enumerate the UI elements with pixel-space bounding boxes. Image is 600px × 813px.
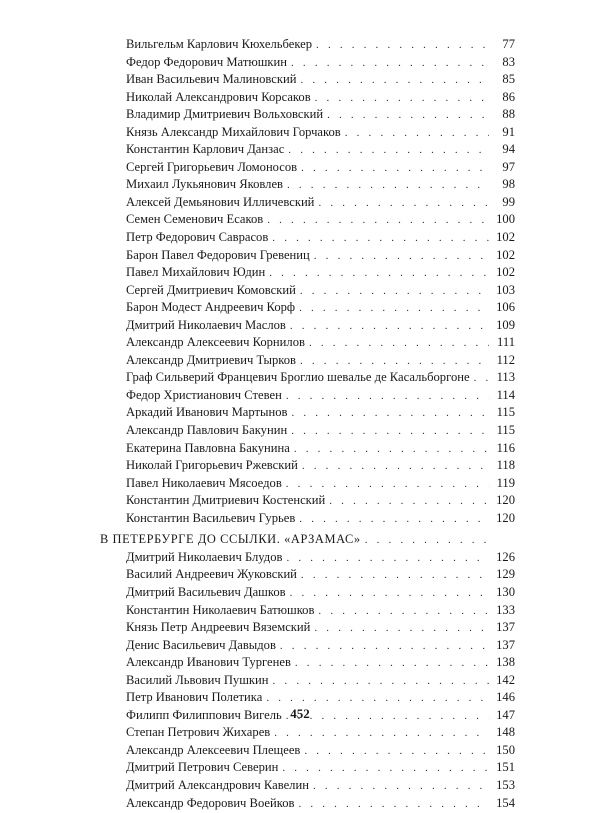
toc-entry-name: Александр Федорович Воейков bbox=[126, 795, 295, 810]
toc-entry bbox=[100, 404, 515, 422]
toc-entry bbox=[100, 352, 515, 370]
section-title: В ПЕТЕРБУРГЕ ДО ССЫЛКИ. «АРЗАМАС» bbox=[100, 532, 361, 547]
leader-dots bbox=[274, 725, 489, 743]
leader-dots bbox=[299, 511, 489, 529]
toc-entry-page: 100 bbox=[496, 212, 515, 227]
toc-group-2 bbox=[100, 549, 515, 812]
toc-entry bbox=[100, 654, 515, 672]
toc-entry-page: 97 bbox=[502, 159, 515, 174]
leader-dots bbox=[314, 620, 489, 638]
leader-dots bbox=[286, 550, 489, 568]
toc-entry-name: Вильгельм Карлович Кюхельбекер bbox=[126, 37, 313, 51]
toc-entry-page: 102 bbox=[496, 230, 515, 245]
toc-entry-page: 102 bbox=[496, 247, 515, 262]
toc-group-1 bbox=[100, 36, 515, 527]
toc-entry-name: Александр Алексеевич Плещеев bbox=[126, 742, 301, 757]
toc-entry-name: Сергей Дмитриевич Комовский bbox=[126, 282, 296, 297]
leader-dots bbox=[291, 423, 489, 441]
leader-dots bbox=[290, 585, 489, 603]
toc-entry-page: 138 bbox=[496, 655, 515, 670]
toc-entry-page: 85 bbox=[502, 72, 515, 87]
toc-entry-name: Василий Андреевич Жуковский bbox=[126, 567, 297, 582]
leader-dots bbox=[291, 55, 489, 73]
toc-entry-name: Алексей Демьянович Илличевский bbox=[126, 194, 315, 209]
toc-entry-name: Барон Павел Федорович Гревениц bbox=[126, 247, 310, 262]
toc-entry-page: 146 bbox=[496, 690, 515, 705]
toc-entry bbox=[100, 229, 515, 247]
leader-dots bbox=[365, 532, 489, 550]
leader-dots bbox=[290, 318, 489, 336]
toc-entry bbox=[100, 54, 515, 72]
toc-entry-name: Иван Васильевич Малиновский bbox=[126, 72, 297, 87]
toc-entry-name: Николай Григорьевич Ржевский bbox=[126, 458, 298, 473]
leader-dots bbox=[286, 388, 489, 406]
leader-dots bbox=[295, 655, 489, 673]
leader-dots bbox=[272, 230, 489, 248]
toc-entry-name: Александр Дмитриевич Тырков bbox=[126, 352, 296, 367]
toc-entry-page: 119 bbox=[496, 475, 515, 490]
leader-dots bbox=[345, 125, 489, 143]
toc-entry-page: 126 bbox=[496, 549, 515, 564]
leader-dots bbox=[267, 212, 489, 230]
toc-entry-page: 77 bbox=[502, 37, 515, 51]
leader-dots bbox=[286, 476, 489, 494]
toc-entry bbox=[100, 795, 515, 813]
toc-section-heading bbox=[100, 531, 515, 549]
toc-entry-name: Степан Петрович Жихарев bbox=[126, 725, 271, 740]
toc-entry-page: 120 bbox=[496, 510, 515, 525]
toc-entry-page: 98 bbox=[502, 177, 515, 192]
toc-entry-page: 103 bbox=[496, 282, 515, 297]
toc-entry-name: Семен Семенович Есаков bbox=[126, 212, 264, 227]
toc-entry bbox=[100, 689, 515, 707]
toc-entry bbox=[100, 759, 515, 777]
toc-entry bbox=[100, 282, 515, 300]
leader-dots bbox=[474, 370, 489, 388]
toc-entry-page: 142 bbox=[496, 672, 515, 687]
toc-entry bbox=[100, 777, 515, 795]
toc-entry bbox=[100, 440, 515, 458]
leader-dots bbox=[291, 405, 489, 423]
toc-entry-page: 91 bbox=[502, 124, 515, 139]
toc-entry bbox=[100, 141, 515, 159]
toc-entry-page: 120 bbox=[496, 493, 515, 508]
toc-entry-page: 154 bbox=[496, 795, 515, 810]
table-of-contents bbox=[100, 36, 515, 812]
toc-entry bbox=[100, 672, 515, 690]
toc-entry-name: Федор Федорович Матюшкин bbox=[126, 54, 288, 69]
toc-entry-name: Граф Сильверий Францевич Броглио шевалье де Касальборгоне bbox=[126, 370, 470, 385]
toc-entry-page: 111 bbox=[497, 335, 515, 350]
toc-entry-page: 99 bbox=[502, 194, 515, 209]
toc-entry-name: Дмитрий Александрович Кавелин bbox=[126, 777, 309, 792]
leader-dots bbox=[300, 72, 489, 90]
leader-dots bbox=[298, 796, 489, 813]
toc-entry-page: 118 bbox=[496, 458, 515, 473]
toc-entry-name: Владимир Дмитриевич Вольховский bbox=[126, 107, 324, 122]
toc-entry-page: 86 bbox=[502, 89, 515, 104]
leader-dots bbox=[309, 335, 489, 353]
toc-entry-page: 102 bbox=[496, 265, 515, 280]
toc-entry bbox=[100, 742, 515, 760]
leader-dots bbox=[302, 458, 489, 476]
leader-dots bbox=[269, 265, 489, 283]
toc-entry-name: Сергей Григорьевич Ломоносов bbox=[126, 159, 298, 174]
toc-entry-name: Николай Александрович Корсаков bbox=[126, 89, 311, 104]
toc-entry-page: 129 bbox=[496, 567, 515, 582]
toc-entry-name: Петр Федорович Саврасов bbox=[126, 230, 269, 245]
toc-entry bbox=[100, 264, 515, 282]
toc-entry-page: 112 bbox=[496, 352, 515, 367]
leader-dots bbox=[294, 441, 489, 459]
leader-dots bbox=[288, 142, 489, 160]
leader-dots bbox=[287, 177, 489, 195]
toc-entry bbox=[100, 457, 515, 475]
toc-entry bbox=[100, 176, 515, 194]
leader-dots bbox=[300, 353, 489, 371]
toc-entry bbox=[100, 422, 515, 440]
toc-entry bbox=[100, 159, 515, 177]
toc-entry-name: Денис Васильевич Давыдов bbox=[126, 637, 276, 652]
toc-entry-page: 113 bbox=[496, 370, 515, 385]
toc-entry-name: Дмитрий Николаевич Маслов bbox=[126, 317, 286, 332]
toc-entry bbox=[100, 602, 515, 620]
toc-entry-page: 116 bbox=[496, 440, 515, 455]
page-number: 452 bbox=[290, 706, 310, 721]
toc-entry-name: Константин Николаевич Батюшков bbox=[126, 602, 315, 617]
leader-dots bbox=[315, 90, 489, 108]
toc-entry-name: Князь Александр Михайлович Горчаков bbox=[126, 124, 341, 139]
toc-entry bbox=[100, 492, 515, 510]
toc-entry bbox=[100, 549, 515, 567]
toc-entry bbox=[100, 71, 515, 89]
leader-dots bbox=[318, 603, 489, 621]
toc-entry-page: 106 bbox=[496, 300, 515, 315]
toc-entry-page: 130 bbox=[496, 584, 515, 599]
toc-entry-page: 150 bbox=[496, 742, 515, 757]
toc-entry-page: 151 bbox=[496, 760, 515, 775]
toc-entry-page: 153 bbox=[496, 777, 515, 792]
toc-entry-page: 88 bbox=[502, 107, 515, 122]
toc-entry-page: 137 bbox=[496, 620, 515, 635]
toc-entry-page: 115 bbox=[496, 405, 515, 420]
toc-entry-name: Князь Петр Андреевич Вяземский bbox=[126, 620, 311, 635]
toc-entry-page: 114 bbox=[496, 387, 515, 402]
leader-dots bbox=[304, 743, 489, 761]
toc-entry bbox=[100, 299, 515, 317]
toc-entry-name: Константин Васильевич Гурьев bbox=[126, 510, 296, 525]
toc-entry-name: Барон Модест Андреевич Корф bbox=[126, 300, 296, 315]
leader-dots bbox=[301, 567, 489, 585]
toc-entry bbox=[100, 124, 515, 142]
toc-entry bbox=[100, 584, 515, 602]
toc-entry bbox=[100, 510, 515, 528]
leader-dots bbox=[318, 195, 489, 213]
toc-entry-name: Александр Павлович Бакунин bbox=[126, 423, 288, 438]
toc-entry-name: Павел Михайлович Юдин bbox=[126, 265, 266, 280]
toc-entry bbox=[100, 475, 515, 493]
leader-dots bbox=[299, 300, 489, 318]
toc-entry-page: 94 bbox=[502, 142, 515, 157]
leader-dots bbox=[300, 283, 489, 301]
toc-entry-page: 133 bbox=[496, 602, 515, 617]
leader-dots bbox=[329, 493, 489, 511]
leader-dots bbox=[313, 778, 489, 796]
toc-entry-name: Александр Иванович Тургенев bbox=[126, 655, 291, 670]
toc-entry-name: Петр Иванович Полетика bbox=[126, 690, 263, 705]
leader-dots bbox=[314, 248, 489, 266]
toc-entry-name: Аркадий Иванович Мартынов bbox=[126, 405, 288, 420]
toc-entry bbox=[100, 334, 515, 352]
toc-entry-name: Екатерина Павловна Бакунина bbox=[126, 440, 290, 455]
toc-entry-name: Федор Христианович Стевен bbox=[126, 387, 282, 402]
toc-entry-page: 147 bbox=[496, 707, 515, 722]
leader-dots bbox=[280, 638, 489, 656]
toc-entry bbox=[100, 36, 515, 54]
toc-entry-name: Дмитрий Петрович Северин bbox=[126, 760, 279, 775]
leader-dots bbox=[282, 760, 489, 778]
toc-entry bbox=[100, 211, 515, 229]
toc-entry-page: 109 bbox=[496, 317, 515, 332]
toc-entry bbox=[100, 637, 515, 655]
toc-entry bbox=[100, 194, 515, 212]
toc-entry-page: 115 bbox=[496, 423, 515, 438]
leader-dots bbox=[301, 160, 489, 178]
toc-entry bbox=[100, 89, 515, 107]
toc-entry bbox=[100, 369, 515, 387]
toc-entry bbox=[100, 387, 515, 405]
leader-dots bbox=[316, 37, 489, 55]
toc-entry-name: Филипп Филиппович Вигель bbox=[126, 707, 282, 722]
toc-entry bbox=[100, 106, 515, 124]
toc-entry bbox=[100, 247, 515, 265]
toc-entry-page: 137 bbox=[496, 637, 515, 652]
toc-entry-page: 148 bbox=[496, 725, 515, 740]
toc-entry-name: Михаил Лукьянович Яковлев bbox=[126, 177, 283, 192]
toc-entry-name: Константин Дмитриевич Костенский bbox=[126, 493, 326, 508]
toc-entry-page: 83 bbox=[502, 54, 515, 69]
toc-entry bbox=[100, 317, 515, 335]
toc-entry-name: Василий Львович Пушкин bbox=[126, 672, 269, 687]
toc-entry-name: Александр Алексеевич Корнилов bbox=[126, 335, 305, 350]
leader-dots bbox=[273, 673, 489, 691]
toc-entry-name: Дмитрий Васильевич Дашков bbox=[126, 584, 286, 599]
leader-dots bbox=[327, 107, 489, 125]
toc-entry-name: Павел Николаевич Мясоедов bbox=[126, 475, 282, 490]
toc-entry bbox=[100, 619, 515, 637]
toc-entry-name: Константин Карлович Данзас bbox=[126, 142, 285, 157]
toc-entry bbox=[100, 724, 515, 742]
toc-entry-name: Дмитрий Николаевич Блудов bbox=[126, 549, 283, 564]
toc-entry bbox=[100, 566, 515, 584]
